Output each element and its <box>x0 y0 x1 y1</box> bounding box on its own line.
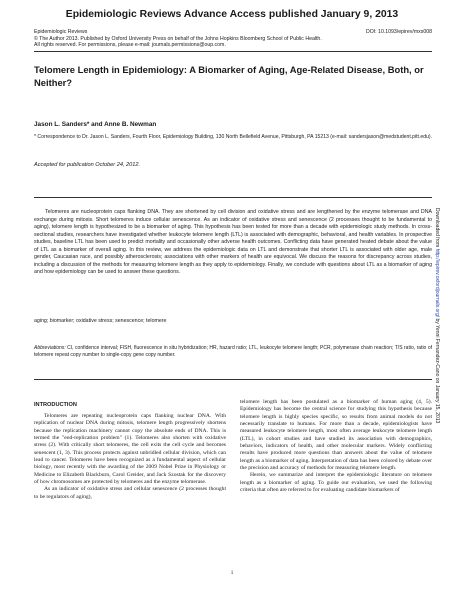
advance-access-banner: Epidemiologic Reviews Advance Access published January 9, 2013 <box>65 9 399 20</box>
paragraph: As an indicator of oxidative stress and cellular senescence (2 processes thought to be regulators of aging), <box>34 486 226 500</box>
download-suffix: by Yenni Fernandez-Cano on January 15, 2013 <box>434 317 440 424</box>
authors: Jason L. Sanders* and Anne B. Newman <box>34 121 157 128</box>
correspondence-note: * Correspondence to Dr. Jason L. Sanders, Fourth Floor, Epidemiology Building, 130 North Bellefield Avenue, Pittsburgh, PA 15213 (e-mail: sandersjason@medstudent.pitt.edu). <box>34 134 432 140</box>
paragraph: Herein, we summarize and interpret the epidemiologic literature on telomere length as a biomarker of aging. To guide our evaluation, we used the following criteria that often are referred to for evaluating candidate biomarkers of <box>240 472 432 494</box>
abstract-rule-top <box>34 197 432 198</box>
rights-line: All rights reserved. For permissions, please e-mail: journals.permissions@oup.com. <box>34 42 226 48</box>
download-link[interactable]: http://epirev.oxfordjournals.org/ <box>434 248 440 318</box>
body-column-left <box>34 413 226 501</box>
abbreviations <box>34 345 432 360</box>
page-number: 1 <box>230 570 234 576</box>
abstract: Telomeres are nucleoprotein caps flanking DNA. They are shortened by cell division and oxidative stress and are lengthened by the enzyme telomerase and DNA exchange during mitosis. Short telomeres induce cellular senescence. As an indicator of oxidative stress and senescence (2 processes thought to be fundamental to aging), telomere length is hypothesized to be a biomarker of aging. This hypothesis has been tested for more than a decade with epidemiologic study methods. In cross-sectional studies, researchers have investigated whether leukocyte telomere length (LTL) is associated with demographic, behavioral, and health variables. In prospective studies, baseline LTL has been used to predict mortality and occasionally other adverse health outcomes. Conflicting data have generated heated debate about the value of LTL as a biomarker of overall aging. In this review, we address the epidemiologic data on LTL and demonstrate that shorter LTL is associated with older age, male gender, Caucasian race, and possibly atherosclerosis; associations with other markers of health are equivocal. We discuss the reasons for discrepancy across studies, including a discussion of the methods for measuring telomere length as they apply to epidemiology. Finally, we conclude with questions about LTL as a biomarker of aging and how epidemiology can be used to answer these questions. <box>34 209 432 276</box>
download-notice <box>434 208 440 568</box>
article-title: Telomere Length in Epidemiology: A Biomarker of Aging, Age-Related Disease, Both, or Neither? <box>34 64 424 88</box>
abbreviations-lead: Abbreviations: <box>34 345 66 351</box>
accepted-date: Accepted for publication October 24, 2012. <box>34 162 141 168</box>
header-rule <box>34 51 432 52</box>
abbreviations-text: CI, confidence interval; FISH, fluorescence in situ hybridization; HR, hazard ratio; LTL, leukocyte telomere length; PCR, polymerase chain reaction; T/S ratio, ratio of telomere repeat copy number to single-copy gene copy number. <box>34 345 432 359</box>
paragraph: telomere length has been postulated as a biomarker of human aging (4, 5). Epidemiology has become the central science for studying this hypothesis because telomere length is highly species specific, so results from animal models do not necessarily translate to humans. For more than a decade, epidemiologists have measured leukocyte telomere length, most often average leukocyte telomere length (LTL), in cohort studies and have studied its association with demographics, behaviors, indicators of health, and other molecular markers. Widely conflicting results have produced more questions than answers about the value of telomere length as a biomarker of aging. Interpretation of data has been colored by debate over the precision and accuracy of methods for measuring telomere length. <box>240 399 432 472</box>
paragraph: Telomeres are repeating nucleoprotein caps flanking nuclear DNA. With replication of nuclear DNA during mitosis, telomere length progressively shortens because the replication machinery cannot copy the absolute ends of DNA. This is termed the "end-replication problem" (1). Telomeres also shorten with oxidative stress (2). With critically short telomeres, the cell exits the cell cycle and becomes senescent (1, 3). This process protects against unbridled cellular division, which can lead to cancer. Telomeres have been recognized as a fundamental aspect of cellular biology, most recently with the awarding of the 2009 Nobel Prize in Physiology or Medicine to Elizabeth Blackburn, Carol Greider, and Jack Szostak for the discovery of how chromosomes are protected by telomeres and the enzyme telomerase. <box>34 413 226 486</box>
copyright-line: © The Author 2013. Published by Oxford University Press on behalf of the Johns Hopkins Bloomberg School of Public Health. <box>34 35 322 42</box>
abstract-rule-bottom <box>34 379 432 380</box>
keywords: aging; biomarker; oxidative stress; senescence; telomere <box>34 318 167 324</box>
body-column-right <box>240 399 432 494</box>
journal-name: Epidemiologic Reviews <box>34 29 88 35</box>
section-heading: INTRODUCTION <box>34 402 77 408</box>
download-prefix: Downloaded from <box>434 208 440 248</box>
doi: DOI: 10.1093/epirev/mxs008 <box>365 29 432 35</box>
